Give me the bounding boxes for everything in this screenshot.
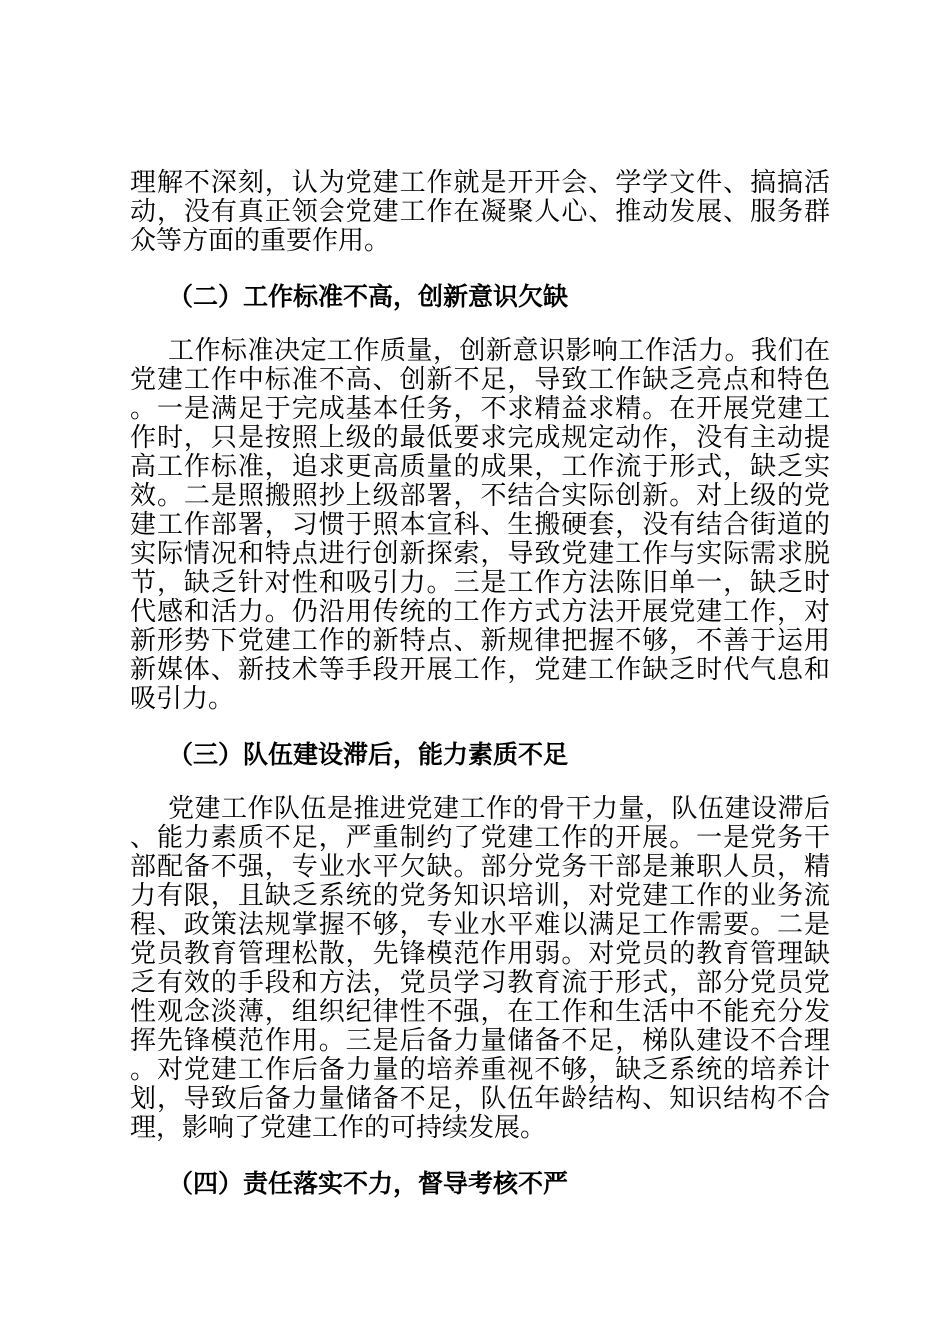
body-paragraph-continued: 理解不深刻，认为党建工作就是开开会、学学文件、搞搞活动，没有真正领会党建工作在凝聚人心、推动发展、服务群众等方面的重要作用。 xyxy=(130,168,830,256)
paragraph-spacer xyxy=(130,769,830,795)
section-heading-2: （二）工作标准不高，创新意识欠缺 xyxy=(168,282,569,311)
body-paragraph-section-2: 工作标准决定工作质量，创新意识影响工作活力。我们在党建工作中标准不高、创新不足，导致工作缺乏亮点和特色。一是满足于完成基本任务，不求精益求精。在开展党建工作时，只是按照上级的最低要求完成规定动作，没有主动提高工作标准，追求更高质量的成果，工作流于形式，缺乏实效。二是照搬照抄上级部署，不结合实际创新。对上级的党建工作部署，习惯于照本宣科、生搬硬套，没有结合街道的实际情况和特点进行创新探索，导致党建工作与实际需求脱节，缺乏针对性和吸引力。三是工作方法陈旧单一，缺乏时代感和活力。仍沿用传统的工作方式方法开展党建工作，对新形势下党建工作的新特点、新规律把握不够，不善于运用新媒体、新技术等手段开展工作，党建工作缺乏时代气息和吸引力。 xyxy=(130,336,830,714)
paragraph-spacer xyxy=(130,256,830,282)
paragraph-spacer xyxy=(130,311,830,337)
section-heading-3: （三）队伍建设滞后，能力素质不足 xyxy=(168,740,569,769)
paragraph-spacer xyxy=(130,714,830,740)
paragraph-spacer xyxy=(130,1143,830,1169)
section-heading-4: （四）责任落实不力，督导考核不严 xyxy=(168,1169,569,1198)
body-paragraph-section-3: 党建工作队伍是推进党建工作的骨干力量，队伍建设滞后、能力素质不足，严重制约了党建工作的开展。一是党务干部配备不强，专业水平欠缺。部分党务干部是兼职人员，精力有限，且缺乏系统的党务知识培训，对党建工作的业务流程、政策法规掌握不够，专业水平难以满足工作需要。二是党员教育管理松散，先锋模范作用弱。对党员的教育管理缺乏有效的手段和方法，党员学习教育流于形式，部分党员党性观念淡薄，组织纪律性不强，在工作和生活中不能充分发挥先锋模范作用。三是后备力量储备不足，梯队建设不合理。对党建工作后备力量的培养重视不够，缺乏系统的培养计划，导致后备力量储备不足，队伍年龄结构、知识结构不合理，影响了党建工作的可持续发展。 xyxy=(130,794,830,1143)
document-page xyxy=(130,169,830,1198)
